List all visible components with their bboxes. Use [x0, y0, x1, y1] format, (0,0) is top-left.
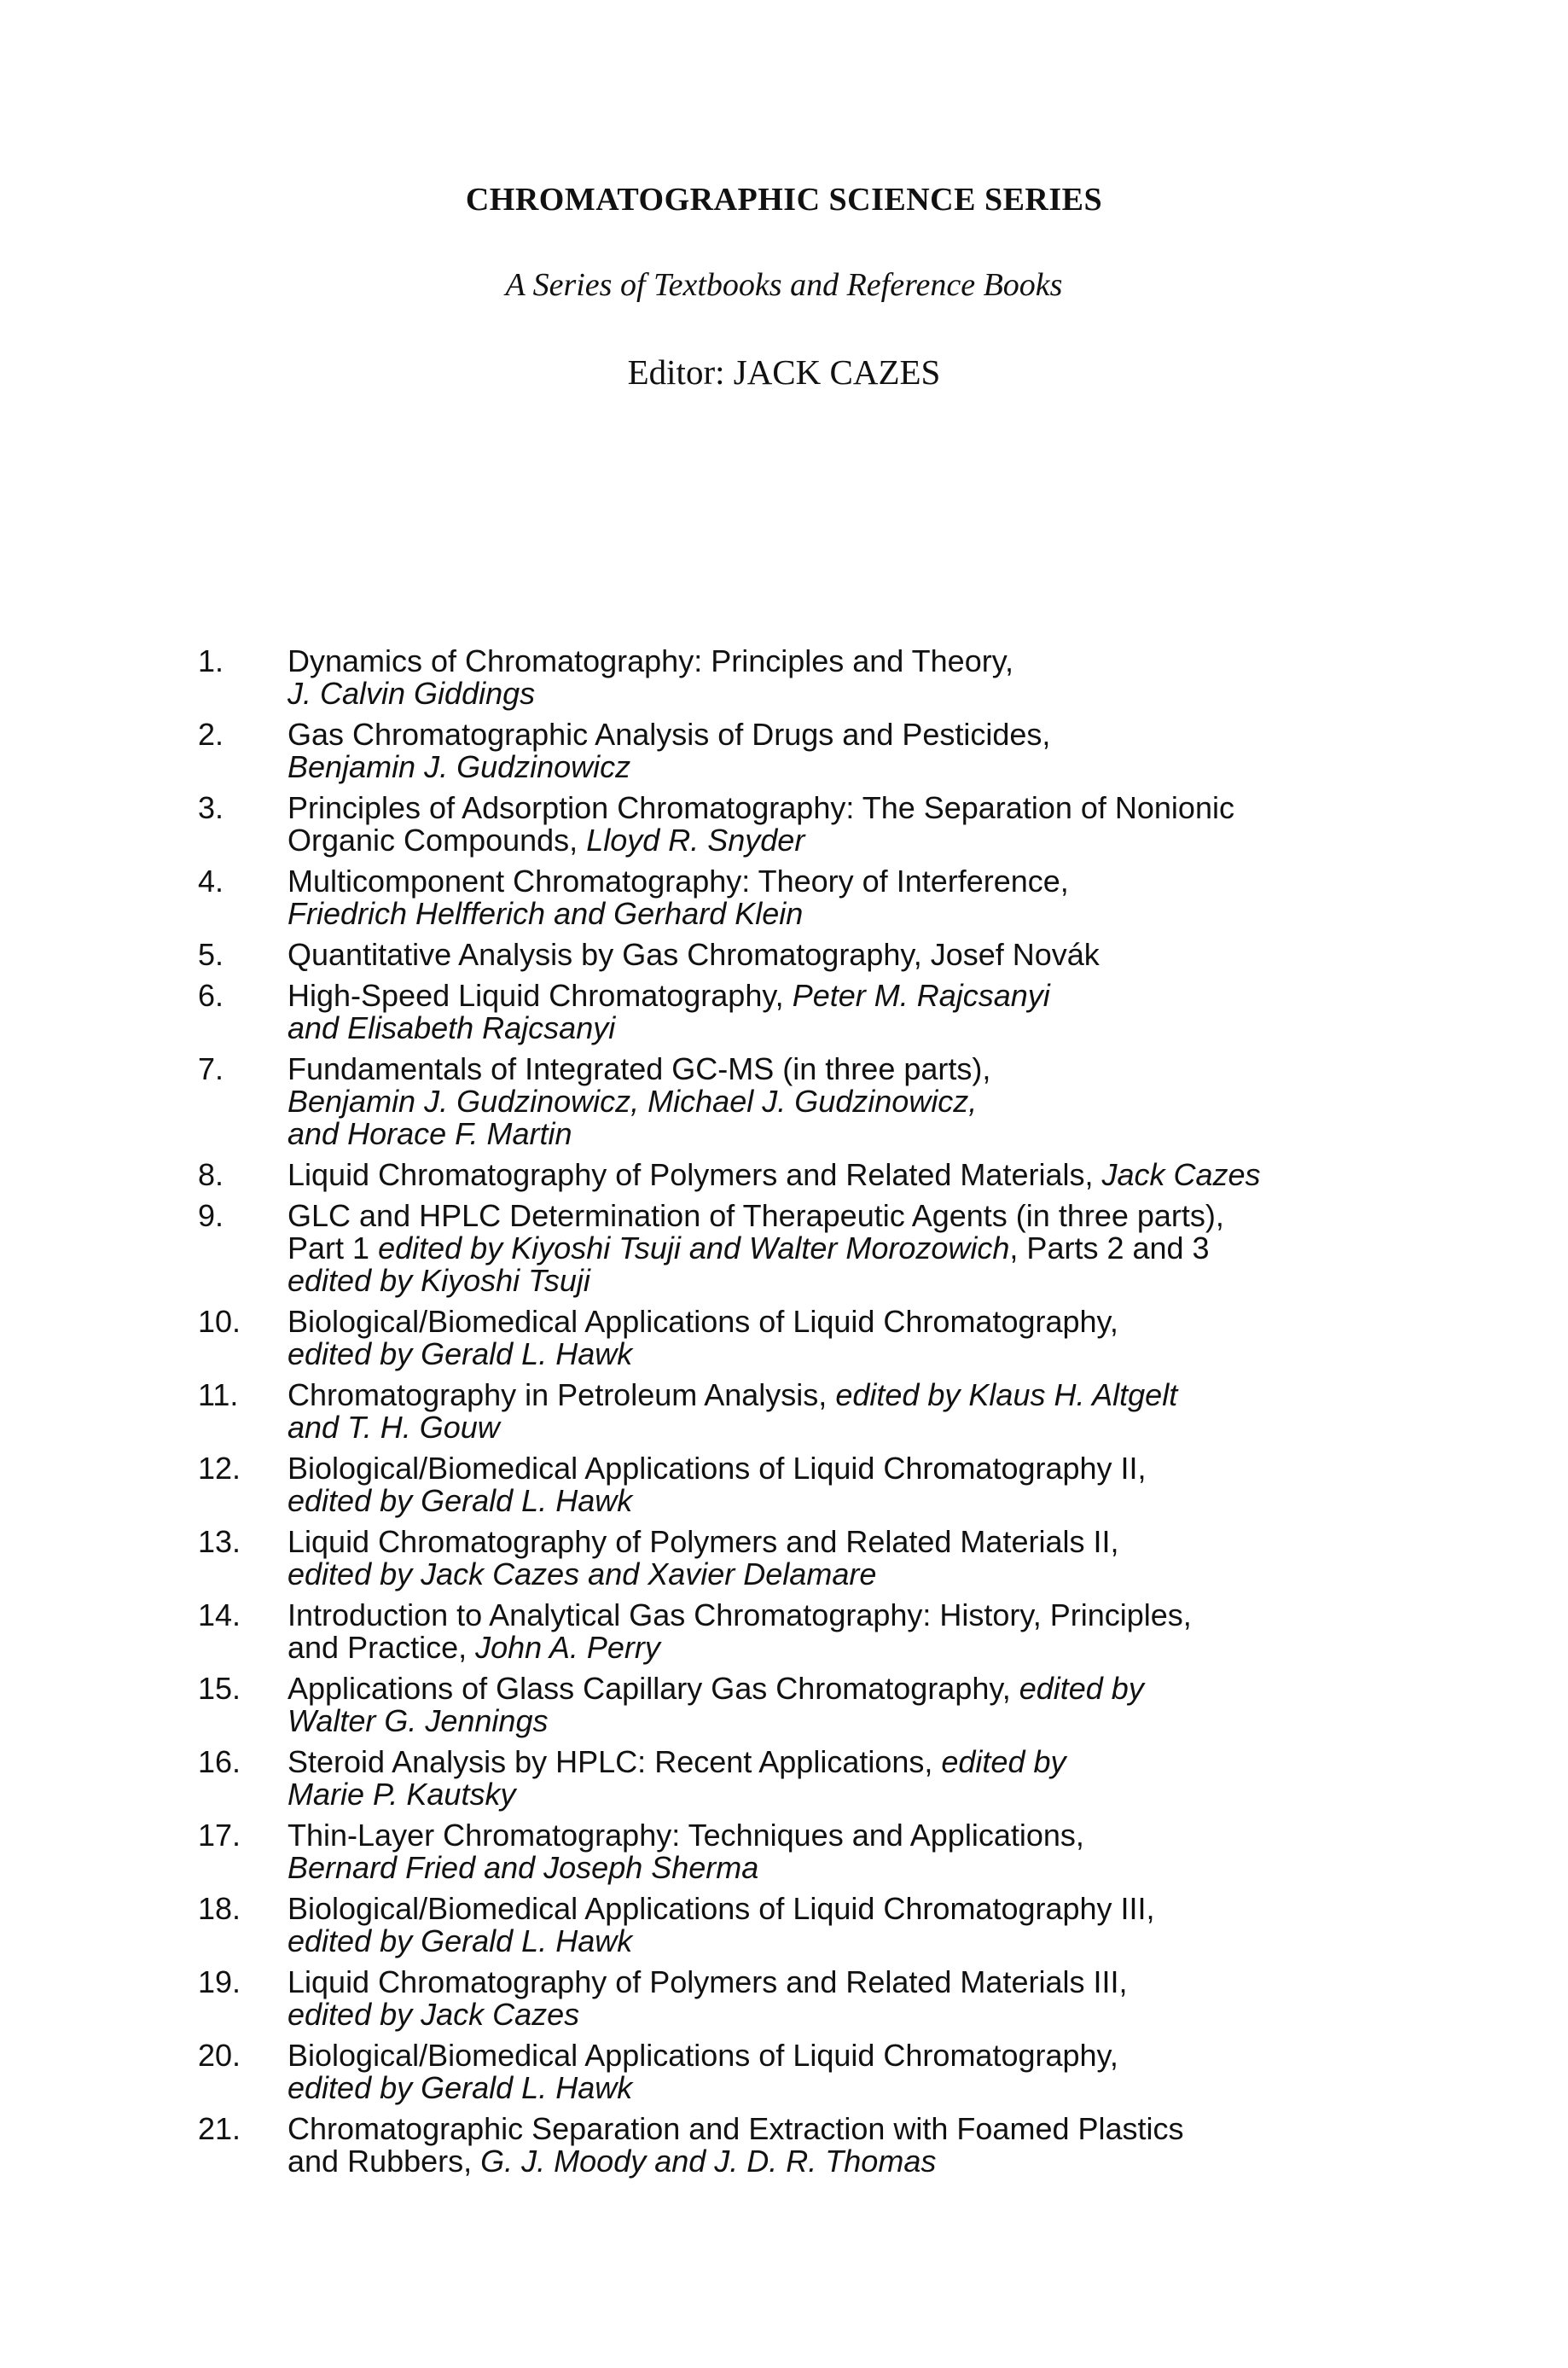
book-entry-line	[287, 1558, 1409, 1591]
book-title-text: GLC and HPLC Determination of Therapeutic Agents (in three parts),	[287, 1198, 1224, 1233]
book-item	[198, 1379, 1409, 1444]
book-entry	[287, 1379, 1409, 1444]
book-entry-line	[287, 898, 1409, 930]
book-number: 5.	[198, 937, 224, 972]
book-number: 16.	[198, 1744, 241, 1779]
book-item	[198, 1053, 1409, 1150]
book-title-text: , Parts 2 and 3	[1009, 1231, 1210, 1265]
book-number: 13.	[198, 1524, 241, 1559]
book-item	[198, 1893, 1409, 1958]
book-author-text: Benjamin J. Gudzinowicz, Michael J. Gudzinowicz,	[287, 1084, 978, 1119]
book-title-text: Multicomponent Chromatography: Theory of Interference,	[287, 864, 1069, 899]
book-entry-line	[287, 1338, 1409, 1370]
book-author-text: edited by Klaus H. Altgelt	[835, 1377, 1178, 1412]
book-title-text: and Practice,	[287, 1630, 476, 1665]
book-author-text: and T. H. Gouw	[287, 1410, 500, 1445]
book-entry-line	[287, 1012, 1409, 1044]
book-number: 20.	[198, 2038, 241, 2073]
series-editor: Editor: JACK CAZES	[627, 352, 941, 392]
book-author-text: John A. Perry	[475, 1630, 660, 1665]
book-list	[198, 645, 1409, 2186]
book-author-text: Bernard Fried and Joseph Sherma	[287, 1850, 759, 1885]
book-entry	[287, 1819, 1409, 1884]
book-number: 11.	[198, 1377, 239, 1412]
book-entry	[287, 865, 1409, 930]
book-author-text: Marie P. Kautsky	[287, 1777, 516, 1812]
book-item	[198, 1159, 1409, 1191]
book-item	[198, 1306, 1409, 1370]
book-entry	[287, 1053, 1409, 1150]
book-number: 18.	[198, 1891, 241, 1926]
book-entry-line	[287, 792, 1409, 824]
book-item	[198, 1599, 1409, 1664]
book-entry	[287, 1526, 1409, 1591]
book-author-text: Jack Cazes	[1101, 1157, 1261, 1192]
book-entry-line	[287, 678, 1409, 710]
book-entry-line	[287, 719, 1409, 751]
book-author-text: edited by	[1019, 1671, 1144, 1706]
book-item	[198, 792, 1409, 857]
book-number: 14.	[198, 1597, 241, 1632]
book-entry-line	[287, 1265, 1409, 1297]
book-entry-line	[287, 1925, 1409, 1958]
book-entry-line	[287, 645, 1409, 678]
book-author-text: G. J. Moody and J. D. R. Thomas	[480, 2144, 937, 2179]
book-entry	[287, 2039, 1409, 2104]
book-title-text: Part 1	[287, 1231, 379, 1265]
book-entry-line	[287, 980, 1409, 1012]
book-item	[198, 2113, 1409, 2178]
book-number: 6.	[198, 978, 224, 1013]
book-number: 21.	[198, 2111, 241, 2146]
book-entry-line	[287, 1526, 1409, 1558]
book-title-text: Principles of Adsorption Chromatography: The Separation of Nonionic	[287, 790, 1234, 825]
book-item	[198, 1526, 1409, 1591]
book-title-text: Gas Chromatographic Analysis of Drugs and Pesticides,	[287, 717, 1051, 752]
book-title-text: Steroid Analysis by HPLC: Recent Applications,	[287, 1744, 942, 1779]
book-entry-line	[287, 1778, 1409, 1811]
book-number: 15.	[198, 1671, 241, 1706]
book-author-text: edited by Gerald L. Hawk	[287, 1923, 633, 1958]
book-author-text: edited by	[941, 1744, 1066, 1779]
book-title-text: Biological/Biomedical Applications of Liquid Chromatography II,	[287, 1451, 1147, 1486]
book-number: 3.	[198, 790, 224, 825]
book-entry-line	[287, 2072, 1409, 2104]
book-entry	[287, 980, 1409, 1044]
book-title-text: Biological/Biomedical Applications of Liquid Chromatography III,	[287, 1891, 1155, 1926]
book-title-text: Dynamics of Chromatography: Principles and Theory,	[287, 643, 1014, 678]
book-entry-line	[287, 824, 1409, 857]
book-author-text: Walter G. Jennings	[287, 1703, 549, 1738]
book-entry-line	[287, 1746, 1409, 1778]
series-title: CHROMATOGRAPHIC SCIENCE SERIES	[465, 182, 1103, 218]
book-entry-line	[287, 1673, 1409, 1705]
book-entry	[287, 1200, 1409, 1297]
book-number: 2.	[198, 717, 224, 752]
book-entry-line	[287, 1852, 1409, 1884]
book-title-text: Organic Compounds,	[287, 823, 587, 858]
book-title-text: Liquid Chromatography of Polymers and Related Materials III,	[287, 1964, 1128, 1999]
book-entry-line	[287, 1452, 1409, 1485]
book-number: 12.	[198, 1451, 241, 1486]
book-entry-line	[287, 1232, 1409, 1265]
book-item	[198, 1966, 1409, 2031]
book-entry-line	[287, 1085, 1409, 1118]
book-author-text: edited by Gerald L. Hawk	[287, 1336, 633, 1371]
book-title-text: and Rubbers,	[287, 2144, 481, 2179]
book-number: 8.	[198, 1157, 224, 1192]
book-entry	[287, 1599, 1409, 1664]
book-author-text: Friedrich Helfferich and Gerhard Klein	[287, 896, 804, 931]
book-entry-line	[287, 865, 1409, 898]
book-title-text: Introduction to Analytical Gas Chromatography: History, Principles,	[287, 1597, 1192, 1632]
book-entry-line	[287, 1118, 1409, 1150]
book-entry-line	[287, 1053, 1409, 1085]
book-number: 10.	[198, 1304, 241, 1339]
book-entry	[287, 1966, 1409, 2031]
book-entry-line	[287, 1485, 1409, 1517]
book-title-text: Fundamentals of Integrated GC-MS (in three parts),	[287, 1051, 991, 1086]
book-entry-line	[287, 1379, 1409, 1411]
book-author-text: Benjamin J. Gudzinowicz	[287, 749, 631, 784]
book-entry-line	[287, 1200, 1409, 1232]
book-author-text: edited by Gerald L. Hawk	[287, 1483, 633, 1518]
book-entry-line	[287, 1705, 1409, 1737]
book-author-text: edited by Jack Cazes and Xavier Delamare	[287, 1556, 877, 1591]
book-author-text: Peter M. Rajcsanyi	[792, 978, 1050, 1013]
book-author-text: Lloyd R. Snyder	[586, 823, 805, 858]
book-entry-line	[287, 2039, 1409, 2072]
book-title-text: Thin-Layer Chromatography: Techniques and Applications,	[287, 1818, 1084, 1853]
book-entry	[287, 1673, 1409, 1737]
book-item	[198, 645, 1409, 710]
book-item	[198, 1819, 1409, 1884]
book-author-text: J. Calvin Giddings	[287, 676, 536, 711]
book-entry-line	[287, 1411, 1409, 1444]
book-item	[198, 1200, 1409, 1297]
book-author-text: and Horace F. Martin	[287, 1116, 572, 1151]
book-entry-line	[287, 1306, 1409, 1338]
book-item	[198, 939, 1409, 971]
book-entry	[287, 2113, 1409, 2178]
book-entry-line	[287, 1999, 1409, 2031]
book-entry	[287, 1452, 1409, 1517]
series-subtitle: A Series of Textbooks and Reference Books	[505, 267, 1063, 303]
book-item	[198, 1452, 1409, 1517]
book-entry	[287, 1893, 1409, 1958]
book-number: 9.	[198, 1198, 224, 1233]
book-author-text: and Elisabeth Rajcsanyi	[287, 1010, 616, 1045]
book-number: 19.	[198, 1964, 241, 1999]
book-author-text: edited by Kiyoshi Tsuji	[287, 1263, 590, 1298]
book-entry-line	[287, 2113, 1409, 2145]
book-entry-line	[287, 1893, 1409, 1925]
book-title-text: Applications of Glass Capillary Gas Chromatography,	[287, 1671, 1019, 1706]
book-entry-line	[287, 751, 1409, 783]
book-title-text: High-Speed Liquid Chromatography,	[287, 978, 793, 1013]
book-entry-line	[287, 1819, 1409, 1852]
book-author-text: edited by Kiyoshi Tsuji and Walter Morozowich	[378, 1231, 1010, 1265]
book-author-text: edited by Jack Cazes	[287, 1997, 580, 2032]
book-entry-line	[287, 1966, 1409, 1999]
book-title-text: Biological/Biomedical Applications of Liquid Chromatography,	[287, 1304, 1118, 1339]
book-title-text: Chromatographic Separation and Extraction with Foamed Plastics	[287, 2111, 1184, 2146]
book-entry-line	[287, 939, 1409, 971]
book-item	[198, 980, 1409, 1044]
book-item	[198, 865, 1409, 930]
book-entry-line	[287, 1599, 1409, 1632]
book-entry	[287, 719, 1409, 783]
book-title-text: Liquid Chromatography of Polymers and Related Materials II,	[287, 1524, 1119, 1559]
book-entry	[287, 1306, 1409, 1370]
book-number: 17.	[198, 1818, 241, 1853]
book-title-text: Chromatography in Petroleum Analysis,	[287, 1377, 836, 1412]
book-title-text: Liquid Chromatography of Polymers and Related Materials,	[287, 1157, 1102, 1192]
book-entry-line	[287, 2145, 1409, 2178]
book-number: 1.	[198, 643, 224, 678]
book-author-text: edited by Gerald L. Hawk	[287, 2070, 633, 2105]
book-entry-line	[287, 1159, 1409, 1191]
book-entry	[287, 792, 1409, 857]
book-entry	[287, 1159, 1409, 1191]
book-item	[198, 2039, 1409, 2104]
book-item	[198, 1673, 1409, 1737]
book-entry	[287, 939, 1409, 971]
book-title-text: Quantitative Analysis by Gas Chromatography, Josef Novák	[287, 937, 1100, 972]
book-entry-line	[287, 1632, 1409, 1664]
book-entry	[287, 1746, 1409, 1811]
book-number: 4.	[198, 864, 224, 899]
book-number: 7.	[198, 1051, 224, 1086]
book-item	[198, 719, 1409, 783]
book-title-text: Biological/Biomedical Applications of Liquid Chromatography,	[287, 2038, 1118, 2073]
book-item	[198, 1746, 1409, 1811]
book-entry	[287, 645, 1409, 710]
